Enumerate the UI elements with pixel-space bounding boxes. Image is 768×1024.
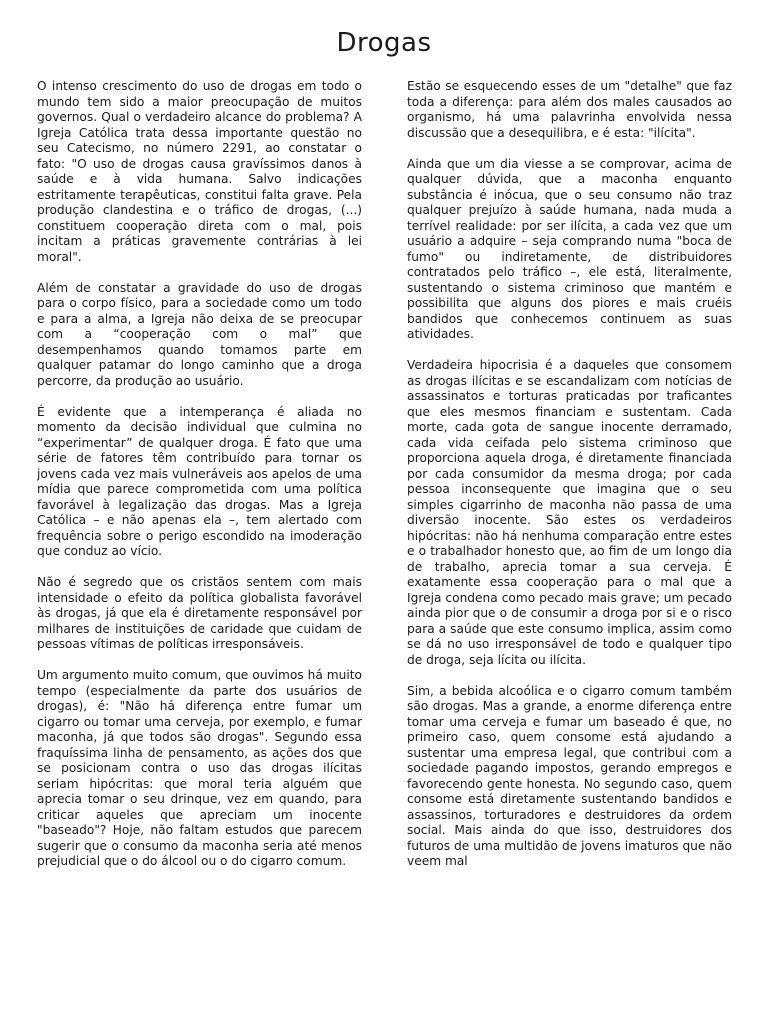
- paragraph: O intenso crescimento do uso de drogas em todo o mundo tem sido a maior preocupação de muitos governos. Qual o verdadeiro alcance do problema? A Igreja Católica trata dessa importante questão no seu Catecismo, no número 2291, ao constatar o fato: "O uso de drogas causa gravíssimos danos à saúde e à vida humana. Salvo indicações estritamente terapêuticas, constitui falta grave. Pela produção clandestina e o tráfico de drogas, (...) constituem cooperação direta com o mal, pois incitam a práticas gravemente contrárias à lei moral".: [37, 79, 362, 264]
- paragraph: Verdadeira hipocrisia é a daqueles que consomem as drogas ilícitas e se escandalizam com notícias de assassinatos e torturas praticadas por traficantes que eles mesmos financiam e sustentam. Cada morte, cada gota de sangue inocente derramado, cada vida ceifada pelo sistema criminoso que proporciona aquela droga, é diretamente financiada por cada consumidor da mesma droga; por cada pessoa inconsequente que imagina que o seu simples cigarrinho de maconha não passa de uma diversão inocente. São estes os verdadeiros hipócritas: não há nenhuma comparação entre estes e o trabalhador honesto que, ao fim de um longo dia de trabalho, aprecia tomar a sua cerveja. É exatamente essa cooperação para o mal que a Igreja condena como pecado mais grave; um pecado ainda pior que o de consumir a droga por si e o risco para a saúde que este consumo implica, assim como se dá no uso irresponsável de todo e qualquer tipo de droga, seja lícita ou ilícita.: [407, 358, 732, 667]
- paragraph: Sim, a bebida alcoólica e o cigarro comum também são drogas. Mas a grande, a enorme diferença entre tomar uma cerveja e fumar um baseado é que, no primeiro caso, quem consome está ajudando a sustentar uma empresa legal, que contribui com a sociedade pagando impostos, gerando empregos e favorecendo gente honesta. No segundo caso, quem consome está diretamente sustentando bandidos e assassinos, torturadores e destruidores da ordem social. Mais ainda do que isso, destruidores dos futuros de uma multidão de jovens imaturos que não veem mal: [407, 683, 732, 868]
- left-column: [37, 79, 362, 885]
- paragraph: Estão se esquecendo esses de um "detalhe" que faz toda a diferença: para além dos males causados ao organismo, há uma palavrinha envolvida nessa discussão que a desequilibra, e é esta: "ilícita".: [407, 79, 732, 140]
- page-title: Drogas: [336, 28, 432, 58]
- right-column: [407, 79, 732, 885]
- paragraph: Não é segredo que os cristãos sentem com mais intensidade o efeito da política globalista favorável às drogas, já que ela é diretamente responsável por milhares de instituições de caridade que cuidam de pessoas vítimas de políticas irresponsáveis.: [37, 575, 362, 651]
- paragraph: Ainda que um dia viesse a se comprovar, acima de qualquer dúvida, que a maconha enquanto substância é inócua, que o seu consumo não traz qualquer prejuízo à saúde humana, nada muda a terrível realidade: por ser ilícita, a cada vez que um usuário a adquire – seja comprando numa "boca de fumo" ou indiretamente, de distribuidores contratados pelo tráfico –, ele está, literalmente, sustentando o sistema criminoso que mantém e possibilita que alguns dos piores e mais cruéis bandidos que conhecemos continuem as suas atividades.: [407, 156, 732, 341]
- paragraph: Um argumento muito comum, que ouvimos há muito tempo (especialmente da parte dos usuários de drogas), é: "Não há diferença entre fumar um cigarro ou tomar uma cerveja, por exemplo, e fumar maconha, já que todos são drogas". Segundo essa fraquíssima linha de pensamento, as ações dos que se posicionam contra o uso das drogas ilícitas seriam hipócritas: que moral teria alguém que aprecia tomar o seu drinque, vez em quando, para criticar aqueles que apreciam um inocente "baseado"? Hoje, não faltam estudos que parecem sugerir que o consumo da maconha seria até menos prejudicial que o do álcool ou o do cigarro comum.: [37, 668, 362, 868]
- paragraph: É evidente que a intemperança é aliada no momento da decisão individual que culmina no “experimentar” de qualquer droga. É fato que uma série de fatores têm contribuído para tornar os jovens cada vez mais vulneráveis aos apelos de uma mídia que parece comprometida com uma política favorável à legalização das drogas. Mas a Igreja Católica – e não apenas ela –, tem alertado com frequência sobre o perigo escondido na imoderação que conduz ao vício.: [37, 404, 362, 558]
- paragraph: Além de constatar a gravidade do uso de drogas para o corpo físico, para a sociedade como um todo e para a alma, a Igreja não deixa de se preocupar com a “cooperação com o mal” que desempenhamos quando tomamos parte em qualquer patamar do longo caminho que a droga percorre, da produção ao usuário.: [37, 280, 362, 388]
